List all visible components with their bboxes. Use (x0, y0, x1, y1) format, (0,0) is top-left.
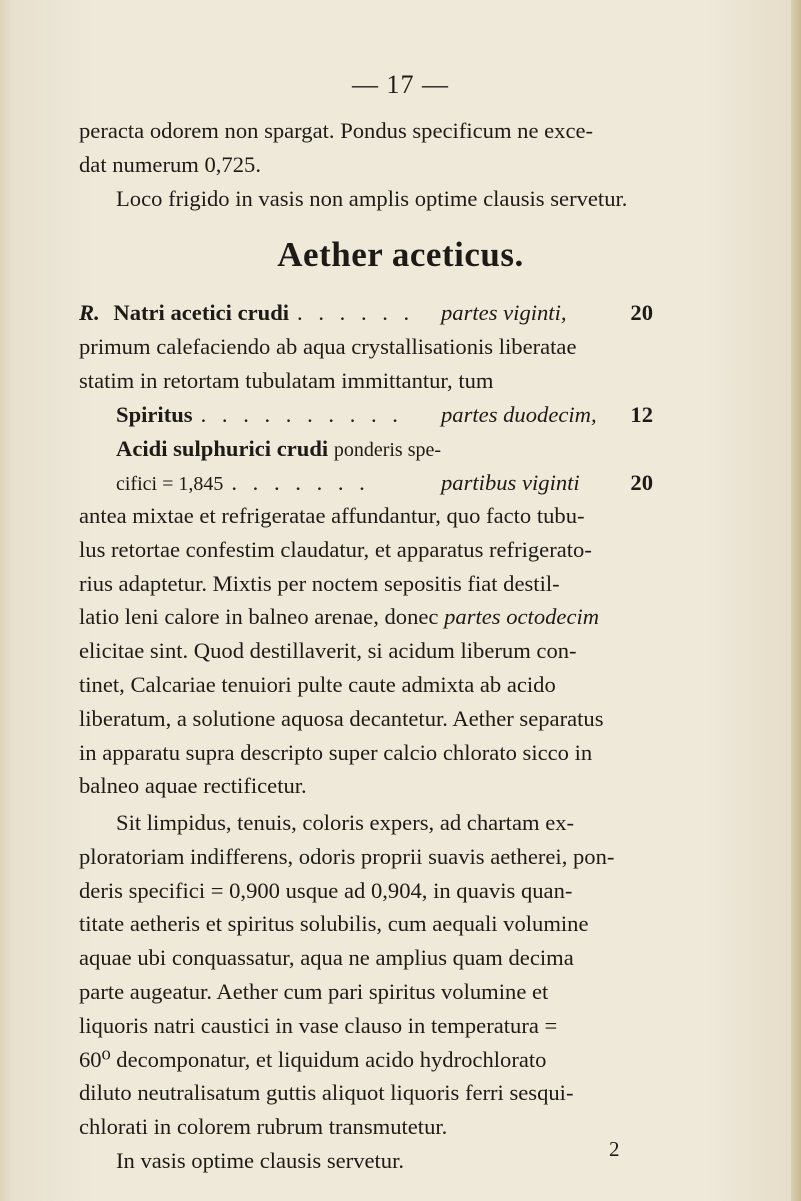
text-line: balneo aquae rectificetur. (79, 773, 307, 799)
text-line: In vasis optime clausis servetur. (116, 1147, 405, 1173)
ingredient-row-acidi-cont (79, 466, 653, 500)
text-line: deris specifici = 0,900 usque ad 0,904, in quavis quan- (79, 877, 573, 903)
italic-phrase: partes octodecim (444, 604, 600, 630)
text-line: Sit limpidus, tenuis, coloris expers, ad chartam ex- (116, 810, 575, 835)
text-line: ploratoriam indifferens, odoris proprii suavis aetherei, pon- (79, 843, 615, 869)
page-left-edge (0, 0, 12, 1201)
ingredient-row-acidi (79, 432, 653, 466)
ingredient-spec: ponderis spe- (333, 439, 442, 461)
ingredient-number: 20 (630, 300, 653, 325)
text-line: rius adaptetur. Mixtis per noctem sepositis fiat destil- (79, 570, 560, 596)
leader-dots: . . . . . . . (231, 470, 370, 495)
ingredient-number: 12 (630, 402, 653, 427)
signature-mark: 2 (609, 1137, 620, 1161)
text-line: titate aetheris et spiritus solubilis, cum aequali volumine (79, 911, 589, 937)
text-line: chlorati in colorem rubrum transmutetur. (79, 1114, 448, 1140)
ingredient-number: 20 (630, 470, 653, 495)
ingredient-name: Natri acetici crudi (113, 300, 290, 325)
text-line: in apparatu supra descripto super calcio chlorato sicco in (79, 739, 593, 765)
leader-dots: . . . . . . . . . . (200, 402, 403, 427)
page-right-edge (791, 0, 801, 1201)
text-line: liquoris natri caustici in vase clauso in temperatura = (79, 1012, 558, 1038)
paragraph-preparation (79, 499, 653, 803)
text-line: statim in retortam tubulatam immittantur, tum (79, 368, 494, 393)
section-title: Aether aceticus. (277, 235, 524, 274)
text-line: aquae ubi conquassatur, aqua ne amplius quam decima (79, 945, 574, 971)
ingredient-quantity: partes duodecim, (441, 402, 597, 427)
text-line: parte augeatur. Aether cum pari spiritus volumine et (79, 978, 549, 1004)
text-line: liberatum, a solutione aquosa decantetur. Aether separatus (79, 705, 604, 731)
text-line: dat numerum 0,725. (79, 151, 261, 177)
recipe (79, 296, 653, 500)
ingredient-name: Acidi sulphurici crudi (116, 436, 329, 461)
ingredient-quantity: partibus viginti (441, 470, 580, 495)
leader-dots: . . . . . . (297, 300, 415, 325)
ingredient-spec: cifici = 1,845 (116, 473, 224, 495)
ingredient-row-natri (79, 296, 653, 330)
ingredient-quantity: partes viginti, (441, 300, 567, 325)
ingredient-name: Spiritus (116, 402, 193, 427)
recipe-symbol: R. (79, 300, 100, 325)
text-line: elicitae sint. Quod destillaverit, si acidum liberum con- (79, 638, 577, 664)
text-line: diluto neutralisatum guttis aliquot liquoris ferri sesqui- (79, 1080, 574, 1106)
text-line: peracta odorem non spargat. Pondus specificum ne exce- (79, 118, 594, 143)
text-line: 60⁰ decomponatur, et liquidum acido hydrochlorato (79, 1046, 547, 1072)
text-line: primum calefaciendo ab aqua crystallisationis liberatae (79, 334, 577, 359)
text-line: lus retortae confestim claudatur, et apparatus refrigerato- (79, 536, 592, 562)
ingredient-row-spiritus (79, 398, 653, 432)
text-line: Loco frigido in vasis non amplis optime clausis servetur. (116, 185, 628, 211)
text-line: antea mixtae et refrigeratae affundantur, quo facto tubu- (79, 503, 585, 528)
text-line: tinet, Calcariae tenuiori pulte caute admixta ab acido (79, 671, 556, 697)
page-number: — 17 — (352, 70, 449, 99)
paragraph-tests (79, 806, 653, 1178)
text-line: latio leni calore in balneo arenae, donec partes octodecim (79, 604, 600, 630)
continuation-text (79, 114, 653, 215)
